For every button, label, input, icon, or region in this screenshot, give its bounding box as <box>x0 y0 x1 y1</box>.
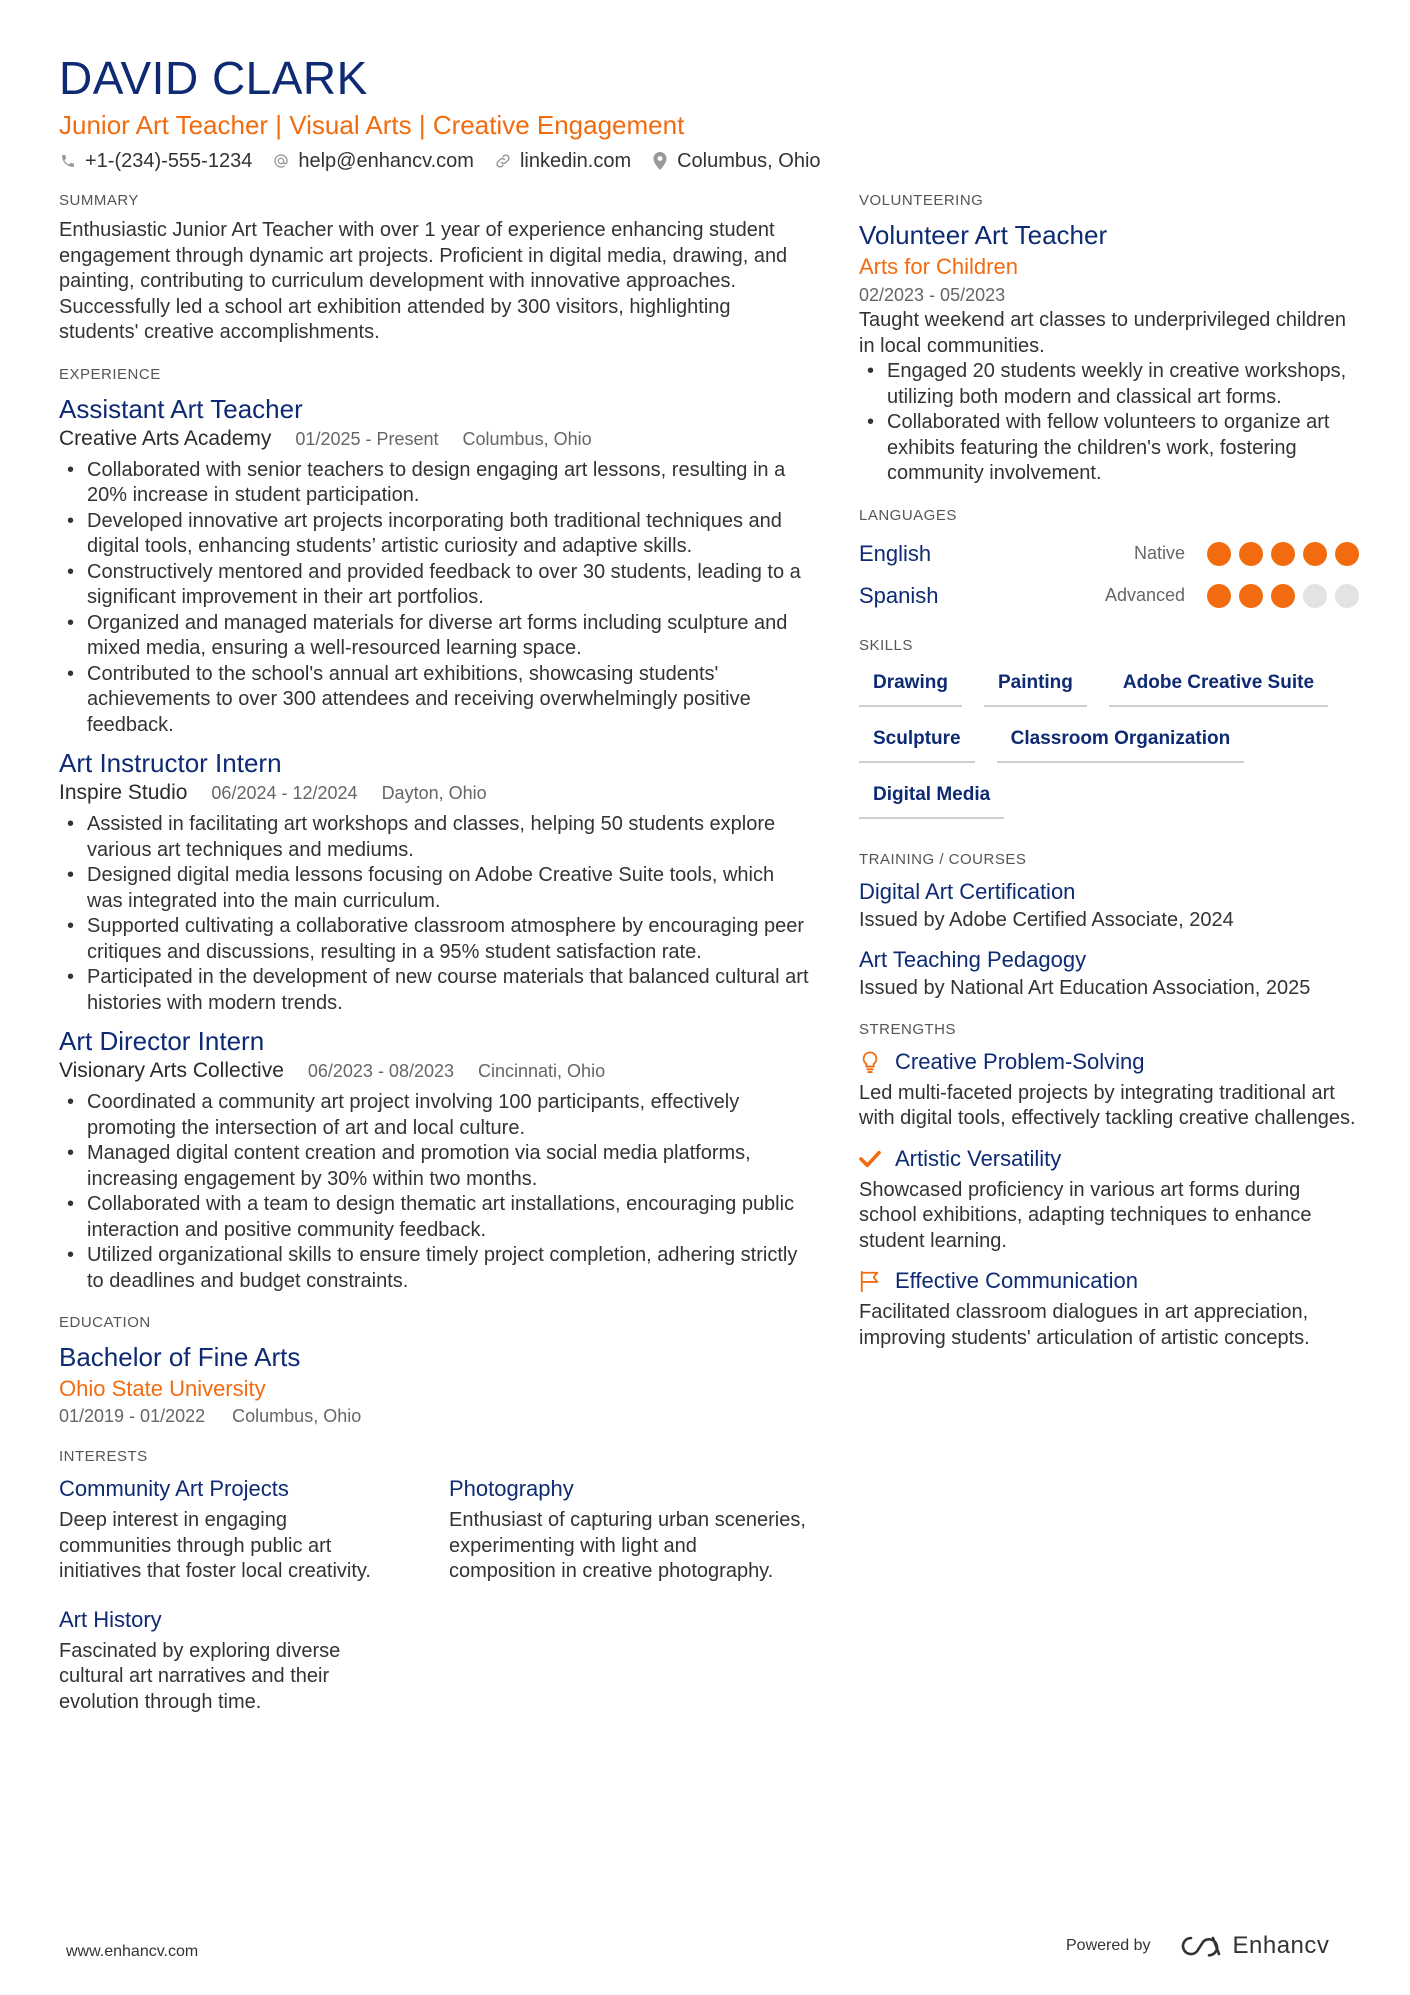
interests-section <box>59 1446 809 1715</box>
volunteering-bullet: • Collaborated with fellow volunteers to organize art exhibits featuring the children's work, fostering community involvement. <box>859 410 1359 487</box>
languages-section <box>859 505 1359 617</box>
job-location: Cincinnati, Ohio <box>478 1061 606 1081</box>
rating-dot-empty <box>1335 584 1359 608</box>
strength-text: Showcased proficiency in various art forms during school exhibitions, adapting techniques to enhance student learning. <box>859 1178 1312 1252</box>
job-org: Visionary Arts Collective <box>59 1059 284 1082</box>
rating-dot-filled <box>1207 584 1231 608</box>
right-column <box>859 190 1359 1369</box>
at-icon <box>272 152 290 170</box>
summary-heading: SUMMARY <box>59 192 139 209</box>
training-section <box>859 849 1359 1001</box>
contact-linkedin-text[interactable]: linkedin.com <box>519 150 632 172</box>
strength-item <box>859 1266 1359 1351</box>
job-bullets <box>59 1090 809 1294</box>
contact-linkedin[interactable] <box>494 148 631 174</box>
rating-dot-filled <box>1207 542 1231 566</box>
strength-text: Facilitated classroom dialogues in art appreciation, improving students' articulation of artistic concepts. <box>859 1301 1310 1349</box>
language-name: Spanish <box>859 582 939 608</box>
summary-section <box>59 190 809 346</box>
volunteering-heading: VOLUNTEERING <box>859 192 984 209</box>
skills-list <box>859 663 1359 831</box>
left-column <box>59 190 809 1733</box>
job-bullets <box>59 812 809 1016</box>
rating-dot-filled <box>1239 542 1263 566</box>
job-location: Dayton, Ohio <box>381 783 487 803</box>
job-bullet: • Organized and managed materials for diverse art forms including sculpture and mixed media, ensuring a well-resourced learning space. <box>59 611 809 662</box>
strength-item <box>859 1047 1359 1132</box>
course-title: Digital Art Certification <box>859 878 1076 904</box>
job-org: Inspire Studio <box>59 781 188 804</box>
interest-title: Community Art Projects <box>59 1476 289 1501</box>
skill-tag: Painting <box>984 663 1087 707</box>
powered-by-label: Powered by <box>1066 1937 1151 1954</box>
language-rating <box>1199 584 1359 608</box>
strength-text: Led multi-faceted projects by integrating traditional art with digital tools, effectively tackling creative challenges. <box>859 1081 1356 1129</box>
rating-dot-filled <box>1271 542 1295 566</box>
language-row <box>859 533 1359 575</box>
language-proficiency <box>1105 584 1359 608</box>
job-meta <box>59 780 809 806</box>
lightbulb-icon <box>859 1051 881 1073</box>
strength-header <box>859 1047 1359 1077</box>
footer-branding <box>1066 1932 1329 1960</box>
contact-location-text: Columbus, Ohio <box>677 150 821 172</box>
job-bullet: • Assisted in facilitating art workshops and classes, helping 50 students explore various art techniques and mediums. <box>59 812 809 863</box>
contact-phone <box>59 148 252 174</box>
rating-dot-empty <box>1303 584 1327 608</box>
rating-dot-filled <box>1271 584 1295 608</box>
interest-title: Photography <box>449 1476 574 1501</box>
job-role: Assistant Art Teacher <box>59 393 303 424</box>
interest-item <box>449 1474 809 1585</box>
link-icon <box>494 152 512 170</box>
summary-text: Enthusiastic Junior Art Teacher with over 1 year of experience enhancing student engagement through dynamic art projects. Proficient in digital media, drawing, and painting, contributing to curriculum development with innovative approaches. Successfully led a school art exhibition attended by 300 visitors, highlighting students' creative accomplishments. <box>59 219 788 343</box>
job-entry <box>59 1024 809 1294</box>
flag-icon <box>859 1270 881 1292</box>
course-title: Art Teaching Pedagogy <box>859 946 1087 972</box>
contact-phone-text: +1-(234)-555-1234 <box>85 150 253 172</box>
strength-header <box>859 1144 1359 1174</box>
interests-heading: INTERESTS <box>59 1448 148 1465</box>
check-icon <box>859 1148 881 1170</box>
strength-header <box>859 1266 1359 1296</box>
job-bullet: • Collaborated with a team to design thematic art installations, encouraging public interaction and positive community feedback. <box>59 1192 809 1243</box>
language-level: Native <box>1133 543 1185 563</box>
education-heading: EDUCATION <box>59 1314 151 1331</box>
skill-tag: Drawing <box>859 663 962 707</box>
job-location: Columbus, Ohio <box>462 428 592 449</box>
course-issuer: Issued by Adobe Certified Associate, 2024 <box>859 908 1234 931</box>
contact-location <box>651 148 820 174</box>
skill-tag: Digital Media <box>859 775 1004 819</box>
volunteering-org: Arts for Children <box>859 254 1018 279</box>
job-bullet: • Developed innovative art projects incorporating both traditional techniques and digital tools, enhancing students’ artistic curiosity and adaptive skills. <box>59 509 809 560</box>
course-item <box>859 945 1359 1001</box>
strength-title: Effective Communication <box>895 1268 1138 1293</box>
volunteering-bullets <box>859 359 1359 487</box>
training-heading: TRAINING / COURSES <box>859 850 1027 868</box>
interest-text: Deep interest in engaging communities through public art initiatives that foster local creativity. <box>59 1509 371 1582</box>
enhancv-logo[interactable] <box>1177 1932 1330 1960</box>
job-bullet: • Managed digital content creation and promotion via social media platforms, increasing engagement by 30% within two months. <box>59 1141 809 1192</box>
job-entry <box>59 392 809 739</box>
strengths-heading: STRENGTHS <box>859 1020 957 1038</box>
education-degree: Bachelor of Fine Arts <box>59 1342 301 1372</box>
candidate-name: DAVID CLARK <box>59 52 368 104</box>
volunteering-bullet: • Engaged 20 students weekly in creative workshops, utilizing both modern and classical art forms. <box>859 359 1359 410</box>
course-issuer: Issued by National Art Education Association, 2025 <box>859 976 1311 999</box>
contact-email[interactable] <box>272 148 474 174</box>
candidate-title: Junior Art Teacher | Visual Arts | Creative Engagement <box>59 110 685 140</box>
rating-dot-filled <box>1239 584 1263 608</box>
education-location: Columbus, Ohio <box>232 1406 362 1426</box>
job-role: Art Instructor Intern <box>59 748 282 778</box>
job-bullet: • Constructively mentored and provided feedback to over 30 students, leading to a significant improvement in their art portfolios. <box>59 560 809 611</box>
experience-heading: EXPERIENCE <box>59 365 161 383</box>
job-bullet: • Collaborated with senior teachers to design engaging art lessons, resulting in a 20% increase in student participation. <box>59 458 809 509</box>
job-bullet: • Coordinated a community art project involving 100 participants, effectively promoting the intersection of art and local culture. <box>59 1090 809 1141</box>
interest-title: Art History <box>59 1606 162 1632</box>
job-org: Creative Arts Academy <box>59 426 272 450</box>
experience-section <box>59 364 809 1295</box>
education-dates: 01/2019 - 01/2022 <box>59 1406 206 1426</box>
rating-dot-filled <box>1303 542 1327 566</box>
education-school: Ohio State University <box>59 1376 266 1401</box>
job-bullet: • Utilized organizational skills to ensure timely project completion, adhering strictly to deadlines and budget constraints. <box>59 1243 809 1294</box>
education-meta <box>59 1404 809 1428</box>
resume-header <box>59 50 1359 174</box>
language-row <box>859 575 1359 617</box>
volunteering-section <box>859 190 1359 487</box>
location-pin-icon <box>651 152 669 170</box>
strength-item <box>859 1144 1359 1255</box>
skill-tag: Sculpture <box>859 719 975 763</box>
strength-title: Creative Problem-Solving <box>895 1048 1145 1074</box>
volunteering-dates: 02/2023 - 05/2023 <box>859 285 1006 305</box>
interest-text: Fascinated by exploring diverse cultural art narratives and their evolution through time. <box>59 1639 341 1713</box>
enhancv-logo-icon <box>1177 1934 1223 1958</box>
job-dates: 01/2025 - Present <box>295 428 439 449</box>
footer-website[interactable]: www.enhancv.com <box>66 1943 199 1960</box>
interest-item <box>59 1605 449 1716</box>
interests-grid <box>59 1474 809 1715</box>
language-proficiency <box>1134 542 1359 566</box>
job-bullet: • Supported cultivating a collaborative classroom atmosphere by encouraging peer critiques and discussions, resulting in a 95% student satisfaction rate. <box>59 914 809 965</box>
interest-text: Enthusiast of capturing urban sceneries, experimenting with light and composition in creative photography. <box>449 1509 806 1582</box>
phone-icon <box>59 152 77 170</box>
volunteering-description: Taught weekend art classes to underprivileged children in local communities. <box>859 309 1346 357</box>
job-meta <box>59 426 809 452</box>
contact-bar <box>59 148 1359 174</box>
skills-section <box>859 635 1359 831</box>
enhancv-brand-name: Enhancv <box>1232 1932 1330 1959</box>
job-bullet: • Contributed to the school's annual art exhibitions, showcasing students' achievements to over 300 attendees and receiving overwhelmingly positive feedback. <box>59 662 809 739</box>
job-entry <box>59 746 809 1016</box>
rating-dot-filled <box>1335 542 1359 566</box>
language-rating <box>1199 542 1359 566</box>
interest-item <box>59 1474 449 1585</box>
contact-email-text[interactable]: help@enhancv.com <box>298 150 474 172</box>
language-name: English <box>859 540 932 566</box>
job-role: Art Director Intern <box>59 1026 265 1056</box>
job-bullet: • Participated in the development of new course materials that balanced cultural art histories with modern trends. <box>59 965 809 1016</box>
skills-heading: SKILLS <box>859 636 913 654</box>
education-section <box>59 1312 809 1428</box>
language-level: Advanced <box>1104 585 1185 605</box>
skill-tag: Classroom Organization <box>997 719 1245 763</box>
course-item <box>859 877 1359 933</box>
job-bullets <box>59 458 809 739</box>
skill-tag: Adobe Creative Suite <box>1109 663 1328 707</box>
volunteering-role: Volunteer Art Teacher <box>859 220 1108 250</box>
job-dates: 06/2024 - 12/2024 <box>211 783 358 803</box>
strengths-section <box>859 1019 1359 1352</box>
job-bullet: • Designed digital media lessons focusing on Adobe Creative Suite tools, which was integrated into the main curriculum. <box>59 863 809 914</box>
languages-heading: LANGUAGES <box>859 506 957 524</box>
job-dates: 06/2023 - 08/2023 <box>307 1061 455 1081</box>
job-meta <box>59 1058 809 1084</box>
strength-title: Artistic Versatility <box>895 1145 1062 1171</box>
